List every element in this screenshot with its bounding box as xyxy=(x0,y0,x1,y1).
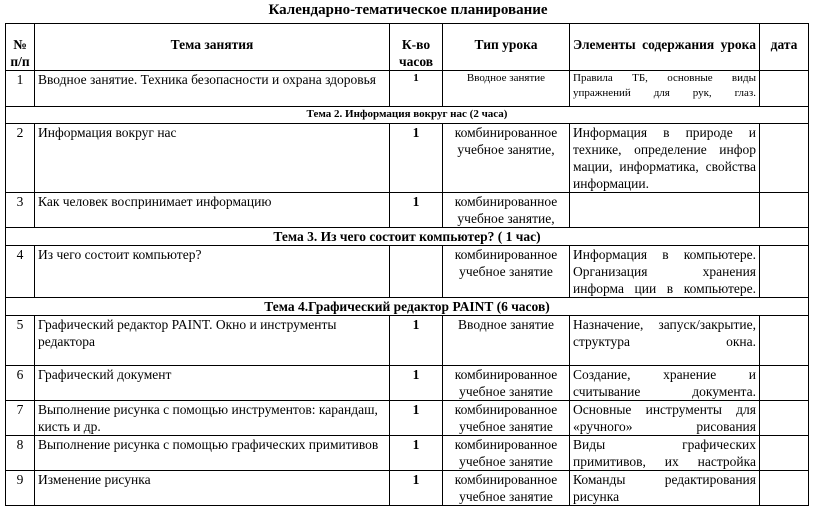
lesson-hours: 1 xyxy=(390,401,443,436)
lesson-date xyxy=(760,471,809,506)
lesson-type: комбинированное учебное занятие xyxy=(443,246,570,298)
table-row xyxy=(6,316,809,366)
header-num: № п/п xyxy=(6,24,35,71)
table-row xyxy=(6,366,809,401)
lesson-date xyxy=(760,71,809,107)
document-title: Календарно-тематическое планирование xyxy=(268,2,548,18)
lesson-elements: Правила ТБ, основные виды упражнений для рук, глаз. xyxy=(570,71,760,107)
lesson-topic: Из чего состоит компьютер? xyxy=(35,246,390,298)
lesson-elements xyxy=(570,193,760,228)
section-row xyxy=(6,298,809,316)
header-type: Тип урока xyxy=(443,24,570,71)
lesson-type: комбинированное учебное занятие, xyxy=(443,193,570,228)
lesson-topic: Изменение рисунка xyxy=(35,471,390,506)
lesson-elements: Основные инструменты для «ручного» рисования xyxy=(570,401,760,436)
lesson-hours: 1 xyxy=(390,436,443,471)
lesson-topic: Выполнение рисунка с помощью графических примитивов xyxy=(35,436,390,471)
lesson-elements: Назначение, запуск/закрытие, структура окна. xyxy=(570,316,760,366)
lesson-topic: Выполнение рисунка с помощью инструментов: карандаш, кисть и др. xyxy=(35,401,390,436)
lesson-hours: 1 xyxy=(390,316,443,366)
lesson-date xyxy=(760,366,809,401)
table-row xyxy=(6,193,809,228)
header-topic: Тема занятия xyxy=(35,24,390,71)
lesson-number: 7 xyxy=(6,401,35,436)
lesson-date xyxy=(760,193,809,228)
lesson-type: комбинированное учебное занятие xyxy=(443,471,570,506)
table-row xyxy=(6,471,809,506)
lesson-topic: Как человек воспринимает информацию xyxy=(35,193,390,228)
lesson-elements: Команды редактирования рисунка xyxy=(570,471,760,506)
header-row xyxy=(6,24,809,71)
lesson-number: 2 xyxy=(6,124,35,193)
lesson-number: 1 xyxy=(6,71,35,107)
lesson-hours: 1 xyxy=(390,71,443,107)
lesson-hours: 1 xyxy=(390,124,443,193)
lesson-date xyxy=(760,246,809,298)
header-hours: К-во часов xyxy=(390,24,443,71)
lesson-number: 9 xyxy=(6,471,35,506)
lesson-hours: 1 xyxy=(390,193,443,228)
lesson-date xyxy=(760,316,809,366)
section-title: Тема 2. Информация вокруг нас (2 часа) xyxy=(6,107,809,124)
lesson-number: 4 xyxy=(6,246,35,298)
lesson-topic: Графический редактор PAINT. Окно и инструменты редактора xyxy=(35,316,390,366)
lesson-date xyxy=(760,124,809,193)
lesson-topic: Информация вокруг нас xyxy=(35,124,390,193)
section-title: Тема 3. Из чего состоит компьютер? ( 1 час) xyxy=(6,228,809,246)
section-row xyxy=(6,228,809,246)
section-row xyxy=(6,107,809,124)
table-row xyxy=(6,124,809,193)
table-row xyxy=(6,401,809,436)
lesson-elements: Виды графических примитивов, их настройка xyxy=(570,436,760,471)
lesson-elements: Создание, хранение и считывание документа. xyxy=(570,366,760,401)
lesson-elements: Информация в компьютере. Организация хранения информа ции в компьютере. xyxy=(570,246,760,298)
lesson-date xyxy=(760,436,809,471)
lesson-number: 6 xyxy=(6,366,35,401)
lesson-hours: 1 xyxy=(390,471,443,506)
header-date: дата xyxy=(760,24,809,71)
lesson-elements: Информация в природе и технике, определение инфор мации, информатика, свойства информации. xyxy=(570,124,760,193)
table-row xyxy=(6,71,809,107)
lesson-type: Вводное занятие xyxy=(443,316,570,366)
lesson-type: комбинированное учебное занятие xyxy=(443,366,570,401)
lesson-hours: 1 xyxy=(390,366,443,401)
lesson-topic: Графический документ xyxy=(35,366,390,401)
lesson-type: комбинированное учебное занятие xyxy=(443,401,570,436)
lesson-number: 5 xyxy=(6,316,35,366)
table-row xyxy=(6,436,809,471)
lesson-number: 3 xyxy=(6,193,35,228)
lesson-topic: Вводное занятие. Техника безопасности и охрана здоровья xyxy=(35,71,390,107)
header-elements: Элементы содержания урока xyxy=(570,24,760,71)
lesson-hours xyxy=(390,246,443,298)
lesson-type: комбинированное учебное занятие xyxy=(443,436,570,471)
section-title: Тема 4.Графический редактор PAINT (6 часов) xyxy=(6,298,809,316)
lesson-plan-table xyxy=(5,23,809,506)
lesson-type: комбинированное учебное занятие, xyxy=(443,124,570,193)
lesson-number: 8 xyxy=(6,436,35,471)
lesson-type: Вводное занятие xyxy=(443,71,570,107)
lesson-date xyxy=(760,401,809,436)
table-row xyxy=(6,246,809,298)
